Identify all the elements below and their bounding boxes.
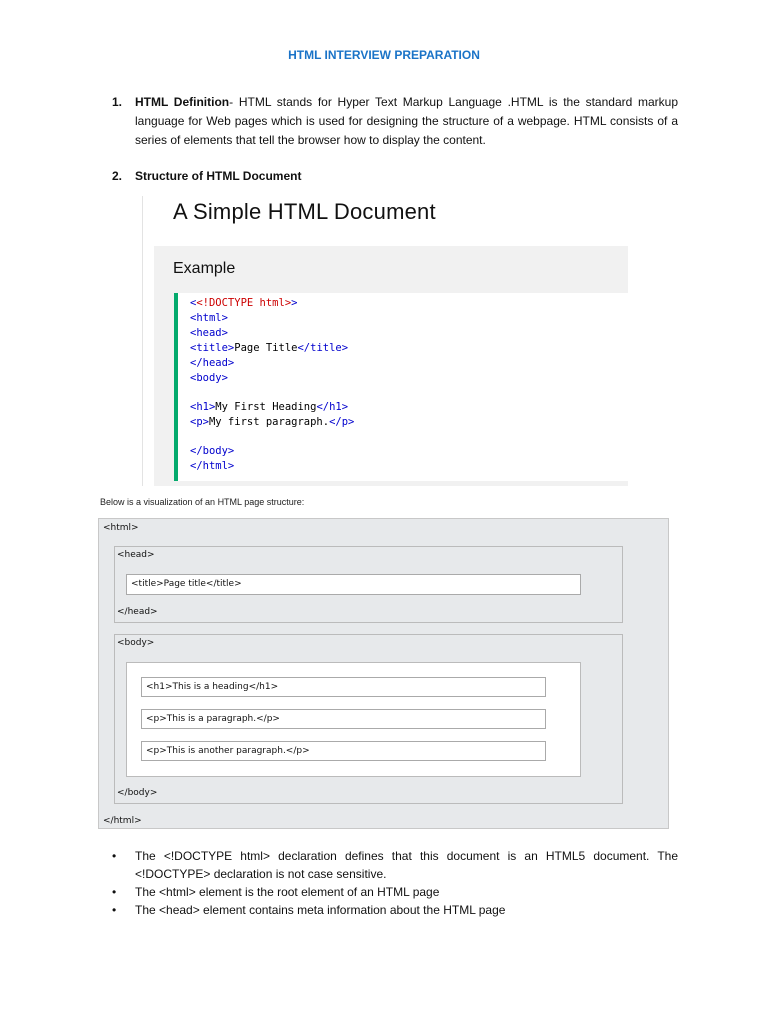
bullet-text: The <head> element contains meta information about the HTML page: [135, 903, 506, 917]
item-text: - HTML stands for Hyper Text Markup Language .HTML is the standard markup language for Web pages which is used for designing the structure of a webpage. HTML consists of a series of elements that tell the browser how to display the content.: [135, 95, 679, 147]
simple-html-document-figure: [142, 196, 628, 486]
code-tag: <body>: [190, 372, 228, 384]
code-line: [190, 357, 234, 369]
bullet-text: The <!DOCTYPE html> declaration defines that this document is an HTML5 document. The <!DOCTYPE> declaration is not case sensitive.: [135, 849, 678, 881]
code-text: Page Title: [234, 342, 298, 354]
head-open-label: <head>: [117, 550, 155, 560]
code-line: [190, 401, 348, 413]
code-line: [190, 342, 348, 354]
html-structure-visualization: [98, 518, 669, 829]
p1-field: <p>This is a paragraph.</p>: [141, 709, 546, 729]
code-line: [190, 372, 228, 384]
code-tag: <html>: [190, 312, 228, 324]
code-tag: </html>: [190, 460, 235, 472]
visualization-caption: Below is a visualization of an HTML page structure:: [100, 497, 305, 507]
head-box: [114, 546, 623, 623]
code-tag: </head>: [190, 357, 235, 369]
body-box: [114, 634, 623, 804]
code-line: [190, 416, 354, 428]
body-close-label: </body>: [117, 788, 158, 798]
code-block: [174, 293, 632, 481]
bullet-text: The <html> element is the root element of an HTML page: [135, 885, 440, 899]
list-item-structure: [112, 167, 678, 186]
code-text: My first paragraph.: [208, 416, 330, 428]
code-tag: </p>: [329, 416, 355, 428]
list-item-html-definition: [112, 93, 678, 150]
bullet-item: • The <!DOCTYPE html> declaration defines that this document is an HTML5 document. The <!DOCTYPE> declaration is not case sensitive.: [112, 849, 678, 881]
code-tag: <h1>: [190, 401, 216, 413]
bullet-item: • The <head> element contains meta information about the HTML page: [112, 903, 506, 917]
example-label: Example: [173, 260, 236, 277]
doctype-text: <!DOCTYPE html>: [196, 297, 292, 309]
code-tag: <head>: [190, 327, 228, 339]
code-tag: </body>: [190, 445, 235, 457]
item-heading: Structure of HTML Document: [135, 169, 302, 183]
figure-heading: A Simple HTML Document: [173, 199, 436, 224]
code-line: [190, 460, 234, 472]
p2-field: <p>This is another paragraph.</p>: [141, 741, 546, 761]
h1-field: <h1>This is a heading</h1>: [141, 677, 546, 697]
bullet-list: [112, 847, 678, 919]
bullet-item: • The <html> element is the root element of an HTML page: [112, 885, 440, 899]
code-tag: <title>: [190, 342, 235, 354]
document-title: HTML INTERVIEW PREPARATION: [288, 48, 480, 62]
title-field: <title>Page title</title>: [126, 574, 581, 595]
body-open-label: <body>: [117, 638, 155, 648]
list-number: 2.: [112, 169, 123, 183]
code-line: [190, 327, 228, 339]
head-close-label: </head>: [117, 607, 158, 617]
body-content-box: [126, 662, 581, 777]
code-tag: <p>: [190, 416, 209, 428]
code-tag: </title>: [297, 342, 349, 354]
code-line: <<!DOCTYPE html>>: [190, 297, 298, 309]
html-open-label: <html>: [103, 523, 139, 533]
code-text: My First Heading: [215, 401, 317, 413]
code-line: [190, 445, 234, 457]
html-close-label: </html>: [103, 816, 142, 826]
item-heading: HTML Definition: [135, 95, 230, 109]
code-tag: </h1>: [316, 401, 349, 413]
example-box: [154, 246, 628, 486]
list-number: 1.: [112, 95, 123, 109]
code-line: [190, 312, 228, 324]
